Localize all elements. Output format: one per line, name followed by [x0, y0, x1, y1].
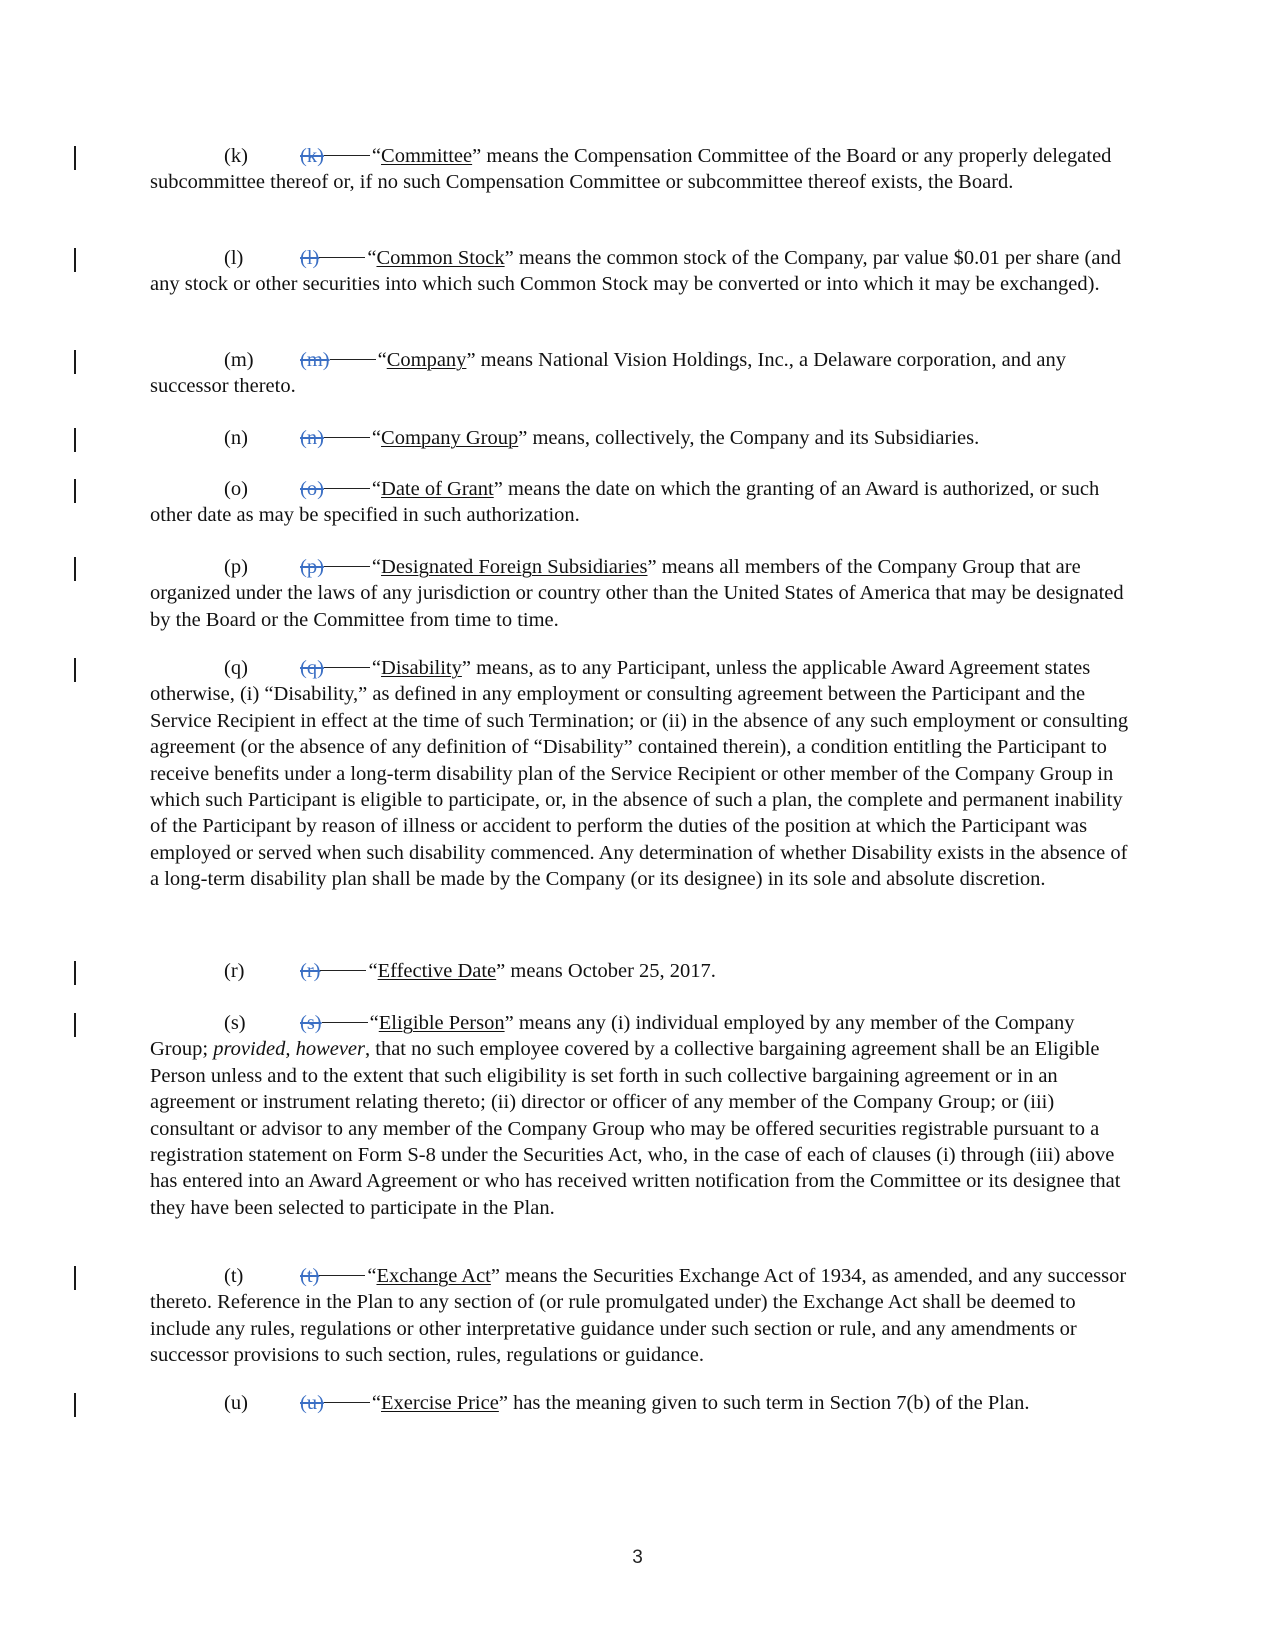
definition-company-group: (n) (n) “Company Group” means, collectively, the Company and its Subsidiaries. [150, 425, 1130, 451]
definition-committee: (k) (k) “Committee” means the Compensation Committee of the Board or any properly delegated subcommittee thereof or, if no such Compensation Committee or subcommittee thereof exists, the Board. [150, 145, 1112, 194]
definition-text: ” means the common stock of the Company, par value $0.01 per share (and any stock or other securities into which such Common Stock may be converted or into which it may be exchanged). [150, 247, 1121, 296]
change-bar [74, 146, 76, 170]
change-bar [74, 248, 76, 272]
definition-text: ” means, as to any Participant, unless the applicable Award Agreement states otherwise, (i) “Disability,” as defined in any employment or consulting agreement between the Participant and the Service Recipient in effect at the time of such Termination; or (ii) in the absence of any such employment or consulting agreement (or the absence of any definition of “Disability” contained therein), a condition entitling the Participant to receive benefits under a long-term disability plan of the Service Recipient or other member of the Company Group in which such Participant is eligible to participate, or, in the absence of such a plan, the complete and permanent inability of the Participant by reason of illness or accident to perform the duties of the position at which the Participant was employed or served when such disability commenced. Any determination of whether Disability exists in the absence of a long-term disability plan shall be made by the Company (or its designee) in its sole and absolute discretion. [150, 657, 1129, 891]
section-number: (r) [224, 960, 245, 982]
page-number: 3 [632, 1547, 643, 1568]
definition-company: (m) (m) “Company” means National Vision Holdings, Inc., a Delaware corporation, and any successor thereto. [150, 349, 1066, 398]
section-number: (s) [224, 1012, 246, 1034]
tab-leader [324, 667, 370, 668]
definition-text: ” means, collectively, the Company and its Subsidiaries. [518, 427, 980, 449]
defined-term: Company [386, 349, 467, 371]
tab-leader [319, 257, 365, 258]
change-bar [74, 1266, 76, 1290]
definition-text: ” means any (i) individual employed by any member of the Company Group; [150, 1012, 1075, 1061]
defined-term: Company Group [381, 427, 519, 449]
tab-leader [322, 1022, 368, 1023]
definition-date-of-grant: (o) (o) “Date of Grant” means the date on which the granting of an Award is authorized, or such other date as may be specified in such authorization. [150, 478, 1100, 527]
definition-text: ” means all members of the Company Group that are organized under the laws of any jurisdiction or country other than the United States of America that may be designated by the Board or the Committee from time to time. [150, 556, 1124, 631]
tab-leader [324, 566, 370, 567]
change-bar [74, 1393, 76, 1417]
section-number: (n) [224, 427, 248, 449]
section-number: (u) [224, 1392, 248, 1414]
deleted-number: (u) [300, 1392, 324, 1414]
section-number: (q) [224, 657, 248, 679]
change-bar [74, 479, 76, 503]
tab-leader [330, 359, 376, 360]
definition-exercise-price: (u) (u) “Exercise Price” has the meaning given to such term in Section 7(b) of the Plan. [150, 1390, 1130, 1416]
deleted-number: (m) [300, 349, 330, 371]
definition-disability: (q) (q) “Disability” means, as to any Participant, unless the applicable Award Agreement states otherwise, (i) “Disability,” as defined in any employment or consulting agreement between the Participant and the Service Recipient in effect at the time of such Termination; or (ii) in the absence of any such employment or consulting agreement (or the absence of any definition of “Disability” contained therein), a condition entitling the Participant to receive benefits under a long-term disability plan of the Service Recipient or other member of the Company Group in which such Participant is eligible to participate, or, in the absence of such a plan, the complete and permanent inability of the Participant by reason of illness or accident to perform the duties of the position at which the Participant was employed or served when such disability commenced. Any determination of whether Disability exists in the absence of a long-term disability plan shall be made by the Company (or its designee) in its sole and absolute discretion. [150, 657, 1129, 891]
tab-leader [324, 1402, 370, 1403]
change-bar [74, 350, 76, 374]
change-bar [74, 1013, 76, 1037]
deleted-number: (l) [300, 247, 320, 269]
deleted-number: (q) [300, 657, 324, 679]
change-bar [74, 658, 76, 682]
definition-text: ” means the Securities Exchange Act of 1934, as amended, and any successor thereto. Reference in the Plan to any section of (or rule promulgated under) the Exchange Act shall be deemed to include any rules, regulations or other interpretative guidance under such section or rule, and any amendments or successor provisions to such section, rules, regulations or guidance. [150, 1265, 1127, 1367]
definition-designated-foreign-subsidiaries: (p) (p) “Designated Foreign Subsidiaries” means all members of the Company Group that are organized under the laws of any jurisdiction or country other than the United States of America that may be designated by the Board or the Committee from time to time. [150, 556, 1124, 631]
section-number: (t) [224, 1265, 244, 1287]
definition-text: ” means National Vision Holdings, Inc., a Delaware corporation, and any successor thereto. [150, 349, 1066, 398]
definition-eligible-person: (s) (s) “Eligible Person” means any (i) individual employed by any member of the Company Group; provided, however, that no such employee covered by a collective bargaining agreement shall be an Eligible Person unless and to the extent that such eligibility is set forth in such collective bargaining agreement or in an agreement or instrument relating thereto; (ii) director or officer of any member of the Company Group; or (iii) consultant or advisor to any member of the Company Group who may be offered securities registrable pursuant to a registration statement on Form S-8 under the Securities Act, who, in the case of each of clauses (i) through (iii) above has entered into an Award Agreement or who has received written notification from the Committee or its designee that they have been selected to participate in the Plan. [150, 1012, 1121, 1219]
definition-text: ” means the Compensation Committee of the Board or any properly delegated subcommittee thereof or, if no such Compensation Committee or subcommittee thereof exists, the Board. [150, 145, 1112, 194]
section-number: (o) [224, 478, 248, 500]
defined-term: Committee [381, 145, 473, 167]
defined-term: Common Stock [376, 247, 505, 269]
definition-effective-date: (r) (r) “Effective Date” means October 25, 2017. [150, 958, 1130, 984]
tab-leader [319, 1275, 365, 1276]
change-bar [74, 428, 76, 452]
definition-text: ” has the meaning given to such term in Section 7(b) of the Plan. [498, 1392, 1030, 1414]
defined-term: Date of Grant [381, 478, 494, 500]
defined-term: Exercise Price [381, 1392, 499, 1414]
definition-text: , that no such employee covered by a collective bargaining agreement shall be an Eligible Person unless and to the extent that such eligibility is set forth in such collective bargaining agreement or in an agreement or instrument relating thereto; (ii) director or officer of any member of the Company Group; or (iii) consultant or advisor to any member of the Company Group who may be offered securities registrable pursuant to a registration statement on Form S-8 under the Securities Act, who, in the case of each of clauses (i) through (iii) above has entered into an Award Agreement or who has received written notification from the Committee or its designee that they have been selected to participate in the Plan. [150, 1038, 1121, 1219]
deleted-number: (t) [300, 1265, 320, 1287]
definition-common-stock: (l) (l) “Common Stock” means the common stock of the Company, par value $0.01 per share (and any stock or other securities into which such Common Stock may be converted or into which it may be exchanged). [150, 247, 1121, 296]
deleted-number: (s) [300, 1012, 322, 1034]
section-number: (p) [224, 556, 248, 578]
section-number: (l) [224, 247, 244, 269]
defined-term: Designated Foreign Subsidiaries [381, 556, 648, 578]
deleted-number: (k) [300, 145, 324, 167]
deleted-number: (r) [300, 960, 321, 982]
defined-term: Effective Date [377, 960, 497, 982]
change-bar [74, 557, 76, 581]
defined-term: Disability [381, 657, 462, 679]
deleted-number: (o) [300, 478, 324, 500]
definition-text: ” means the date on which the granting of an Award is authorized, or such other date as may be specified in such authorization. [150, 478, 1100, 527]
definition-exchange-act: (t) (t) “Exchange Act” means the Securities Exchange Act of 1934, as amended, and any successor thereto. Reference in the Plan to any section of (or rule promulgated under) the Exchange Act shall be deemed to include any rules, regulations or other interpretative guidance under such section or rule, and any amendments or successor provisions to such section, rules, regulations or guidance. [150, 1265, 1127, 1367]
deleted-number: (n) [300, 427, 324, 449]
proviso-text: provided, however [213, 1038, 366, 1061]
tab-leader [324, 437, 370, 438]
section-number: (m) [224, 349, 254, 371]
tab-leader [324, 155, 370, 156]
defined-term: Eligible Person [378, 1012, 505, 1034]
section-number: (k) [224, 145, 248, 167]
definition-text: ” means October 25, 2017. [496, 960, 716, 982]
tab-leader [324, 488, 370, 489]
tab-leader [320, 970, 366, 971]
change-bar [74, 961, 76, 985]
defined-term: Exchange Act [376, 1265, 491, 1287]
deleted-number: (p) [300, 556, 324, 578]
